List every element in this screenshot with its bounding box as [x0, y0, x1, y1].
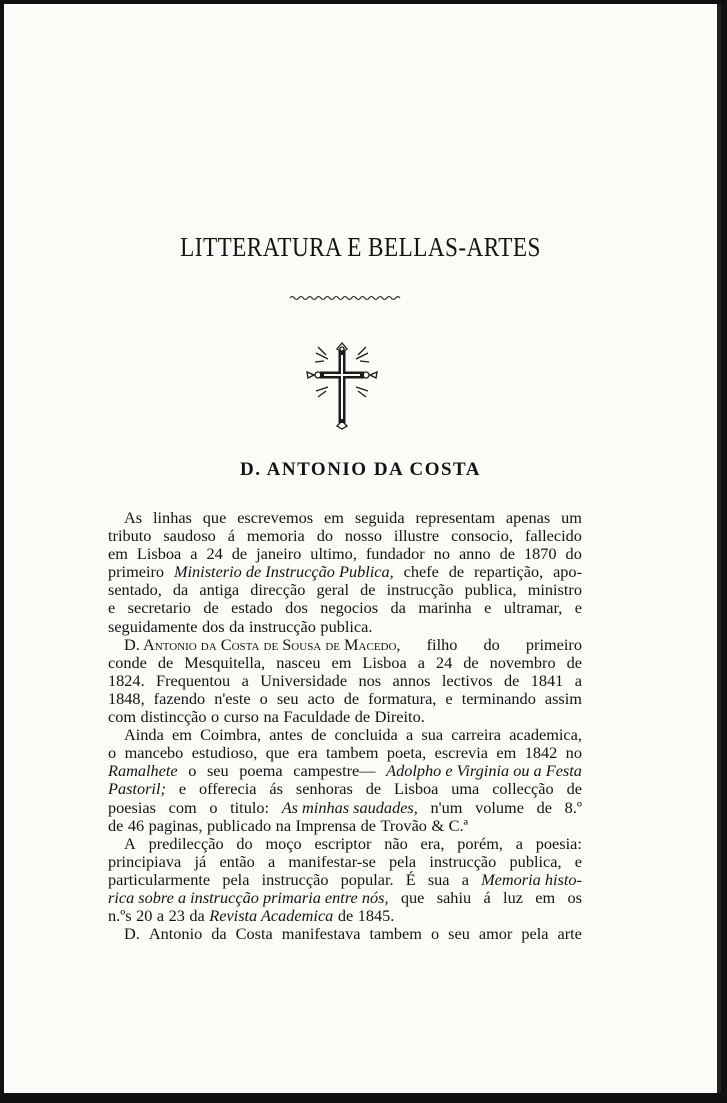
word: o: [430, 924, 440, 944]
word: com: [168, 797, 197, 817]
word: particularmente: [108, 869, 211, 889]
text-line: [108, 509, 582, 527]
word: escrevia: [434, 743, 488, 763]
word: A: [124, 833, 136, 853]
text-line: [108, 581, 582, 599]
word: anno: [458, 544, 491, 564]
word: instrucção: [429, 851, 497, 871]
word: a: [461, 869, 469, 889]
text-line: [108, 907, 582, 925]
text-line: [108, 599, 582, 617]
text-line: [108, 925, 582, 943]
word: era: [297, 743, 318, 763]
word: poesia:: [535, 833, 582, 853]
word: da: [229, 616, 245, 636]
word: principiava: [108, 851, 182, 871]
word: em: [171, 725, 192, 745]
word: Universidade: [260, 670, 348, 690]
word: Coimbra,: [200, 725, 262, 745]
word: em: [535, 887, 556, 907]
word: volume: [475, 797, 524, 817]
word: 1842: [524, 743, 558, 763]
word: o: [211, 707, 220, 727]
word: a: [417, 652, 425, 672]
word: academica,: [509, 725, 582, 745]
italic-text: Ministerio de Instrucção Publica,: [173, 562, 394, 582]
word: de: [536, 797, 552, 817]
word: publica,: [509, 851, 562, 871]
word: uma: [451, 779, 480, 799]
word: do: [236, 833, 253, 853]
word: dos: [285, 598, 308, 618]
word: manifestava: [281, 924, 361, 944]
word: Mesquitella,: [184, 652, 266, 672]
wavy-divider-icon: [289, 293, 401, 303]
word: de: [337, 906, 354, 926]
word: sua: [421, 725, 444, 745]
word: poeta,: [386, 743, 427, 763]
word: de: [310, 725, 327, 745]
word: estudioso,: [191, 743, 258, 763]
word: Costa: [235, 924, 273, 944]
word: e: [574, 851, 582, 871]
word: nos: [358, 670, 382, 690]
word: com: [108, 707, 137, 727]
italic-text: Pastoril;: [108, 779, 166, 799]
word: predilecção: [148, 833, 224, 853]
word: Lisboa: [362, 652, 407, 672]
text-line: [108, 799, 582, 817]
word: terminando: [461, 688, 536, 708]
word: ás: [269, 779, 283, 799]
word: a: [515, 833, 523, 853]
word: 46: [127, 815, 145, 835]
word: fundador: [365, 544, 425, 564]
word: distincção: [140, 707, 207, 727]
word: tributo: [108, 526, 152, 546]
word: luz: [503, 887, 523, 907]
word: Lisboa: [394, 779, 439, 799]
word: seguida: [354, 508, 405, 527]
italic-text: Memoria histo-: [481, 869, 582, 889]
word: titulo:: [230, 797, 270, 817]
word: assim: [544, 688, 582, 708]
word: É: [405, 869, 416, 889]
word: porém,: [457, 833, 503, 853]
word: escrevemos: [237, 508, 314, 527]
word: em: [496, 743, 517, 763]
text-line: [108, 871, 582, 889]
word: que: [202, 508, 227, 527]
word: apo-: [553, 562, 582, 582]
cross-ornament-icon: [304, 339, 380, 431]
text-line: [108, 889, 582, 907]
word: seu: [276, 688, 299, 708]
word: a: [267, 851, 276, 871]
word: 8.º: [564, 797, 582, 817]
word: não: [384, 833, 408, 853]
word: tambem: [369, 924, 422, 944]
word: formatura,: [368, 688, 437, 708]
word: representam: [415, 508, 495, 527]
word: em: [108, 544, 128, 564]
word: campestre—: [293, 761, 376, 781]
page-title: LITTERATURA E BELLAS-ARTES: [180, 232, 541, 262]
word: n'um: [430, 797, 463, 817]
word: apenas: [505, 508, 551, 527]
word: do: [316, 526, 333, 546]
word: á: [227, 526, 235, 546]
word: publica,: [464, 580, 517, 600]
word: de: [360, 580, 376, 600]
word: instrucção: [261, 869, 329, 889]
text-line: [108, 835, 582, 853]
word: 23: [168, 906, 185, 926]
text-line: [108, 563, 582, 581]
word: de: [157, 652, 174, 672]
word: ultimo,: [310, 544, 357, 564]
word: poesias: [108, 797, 156, 817]
word: a: [241, 670, 249, 690]
word: nasceu: [276, 652, 321, 672]
article-body: [108, 509, 582, 943]
word: á: [483, 887, 491, 907]
word: o: [259, 688, 268, 708]
word: instrucção: [386, 580, 454, 600]
word: Trovão: [380, 815, 427, 835]
word: no: [565, 743, 582, 763]
word: o: [108, 743, 117, 763]
word: e: [484, 598, 492, 618]
word: acto: [307, 688, 335, 708]
word: de: [503, 670, 520, 690]
word: seu: [206, 761, 229, 781]
word: da: [211, 924, 227, 944]
word: a: [190, 544, 198, 564]
word: chefe: [403, 562, 439, 582]
word: repartição,: [474, 562, 544, 582]
word: a: [156, 906, 165, 926]
word: de: [448, 562, 465, 582]
word: antiga: [199, 580, 240, 600]
word: escriptor: [314, 833, 372, 853]
word: n.ºs: [108, 906, 132, 926]
word: o: [209, 797, 218, 817]
word: de: [343, 688, 360, 708]
word: da: [172, 580, 189, 600]
text-line: [108, 853, 582, 871]
word: offerecia: [198, 779, 257, 799]
article-heading: D. ANTONIO DA COSTA: [239, 459, 482, 480]
word: 24: [206, 544, 223, 564]
word: publica.: [320, 616, 373, 636]
text-line: [108, 618, 582, 636]
word: então: [219, 851, 255, 871]
word: 1848,: [108, 688, 145, 708]
word: annos: [392, 670, 431, 690]
text-line: [108, 527, 582, 545]
word: e: [574, 598, 582, 618]
text-line: [108, 690, 582, 708]
word: e: [178, 779, 187, 799]
italic-text: As minhas saudades,: [281, 797, 418, 817]
word: do: [483, 634, 500, 654]
word: conde: [108, 652, 147, 672]
word: As: [124, 508, 143, 527]
word: 1824.: [108, 670, 145, 690]
word: sahiu: [436, 887, 472, 907]
word: na: [263, 707, 279, 727]
text-line: [108, 762, 582, 780]
word: que: [400, 887, 425, 907]
word: pela: [222, 869, 250, 889]
word: moço: [265, 833, 302, 853]
word: n'este: [214, 688, 251, 708]
word: de: [108, 815, 124, 835]
word: de: [203, 598, 219, 618]
word: curso: [223, 707, 259, 727]
word: em: [324, 508, 344, 527]
word: marinha: [418, 598, 472, 618]
word: D.: [124, 924, 140, 944]
word: Direito.: [374, 707, 425, 727]
word: na: [275, 815, 292, 835]
text-line: [108, 672, 582, 690]
word: janeiro: [256, 544, 302, 564]
word: a: [574, 670, 582, 690]
word: já: [194, 851, 207, 871]
word: de: [566, 652, 582, 672]
word: Frequentou: [156, 670, 231, 690]
word: fazendo: [153, 688, 206, 708]
word: publicado: [206, 815, 272, 835]
word: Antonio: [148, 924, 203, 944]
word: da: [189, 906, 205, 926]
word: sua: [427, 869, 450, 889]
word: Imprensa: [295, 815, 357, 835]
word: linhas: [153, 508, 192, 527]
word: manifestar-se: [288, 851, 376, 871]
word: primeiro: [525, 634, 582, 654]
word: que: [265, 743, 290, 763]
word: amor: [478, 924, 513, 944]
word: geral: [316, 580, 350, 600]
word: de: [365, 779, 382, 799]
word: 1870: [523, 544, 557, 564]
word: era,: [420, 833, 445, 853]
word: nosso: [344, 526, 382, 546]
word: Ainda: [124, 725, 164, 745]
smallcaps-text: D. Antonio da Costa de Sousa de Macedo,: [124, 634, 401, 654]
word: popular.: [340, 869, 394, 889]
word: estado: [231, 598, 273, 618]
text-line: [108, 708, 582, 726]
word: consocio,: [451, 526, 514, 546]
word: tambem: [326, 743, 379, 763]
word: C.ª: [448, 815, 469, 835]
word: 1845.: [357, 906, 395, 926]
word: de: [354, 707, 371, 727]
word: illustre: [393, 526, 440, 546]
word: de: [231, 544, 248, 564]
word: em: [331, 652, 352, 672]
word: direcção: [250, 580, 306, 600]
text-line: [108, 780, 582, 798]
word: filho: [426, 634, 458, 654]
word: de: [360, 815, 376, 835]
text-line: [108, 726, 582, 744]
word: 24: [435, 652, 453, 672]
word: um: [561, 508, 582, 527]
word: negocios: [320, 598, 379, 618]
text-line: [108, 545, 582, 563]
word: Lisboa: [136, 544, 182, 564]
word: 20: [136, 906, 153, 926]
word: seguidamente: [108, 616, 198, 636]
italic-text: Revista Academica: [209, 906, 334, 926]
word: antes: [269, 725, 303, 745]
word: lectivos: [441, 670, 493, 690]
word: seu: [448, 924, 470, 944]
text-line: [108, 817, 582, 835]
book-page: [4, 4, 721, 1093]
text-line: [108, 636, 582, 654]
word: saudoso: [163, 526, 216, 546]
word: de: [499, 544, 515, 564]
word: do: [565, 544, 582, 564]
word: o: [188, 761, 197, 781]
text-line: [108, 744, 582, 762]
text-line: [108, 654, 582, 672]
word: de: [463, 652, 479, 672]
italic-text: rica sobre a instrucção primaria entre nós,: [108, 887, 389, 907]
word: mancebo: [124, 743, 184, 763]
word: sentado,: [108, 580, 162, 600]
italic-text: Ramalhete: [108, 761, 178, 781]
word: collecção: [492, 779, 554, 799]
word: pela: [521, 924, 549, 944]
italic-text: Adolpho e Virginia ou a Festa: [386, 761, 582, 781]
word: dos: [202, 616, 225, 636]
word: senhoras: [295, 779, 353, 799]
word: secretario: [127, 598, 191, 618]
word: instrucção: [249, 616, 316, 636]
word: arte: [557, 924, 582, 944]
word: &: [431, 815, 445, 835]
word: da: [390, 598, 406, 618]
word: os: [567, 887, 582, 907]
word: de: [566, 779, 582, 799]
word: novembro: [489, 652, 556, 672]
word: carreira: [451, 725, 501, 745]
word: ministro: [527, 580, 582, 600]
word: fallecido: [524, 526, 582, 546]
word: 1841: [530, 670, 564, 690]
word: pela: [389, 851, 417, 871]
word: memoria: [246, 526, 305, 546]
word: concluida: [334, 725, 398, 745]
word: e: [445, 688, 453, 708]
word: Faculdade: [283, 707, 351, 727]
word: e: [108, 598, 116, 618]
word: a: [405, 725, 414, 745]
word: paginas,: [148, 815, 203, 835]
word: primeiro: [108, 562, 165, 582]
word: poema: [239, 761, 283, 781]
word: ultramar,: [503, 598, 563, 618]
word: no: [433, 544, 450, 564]
